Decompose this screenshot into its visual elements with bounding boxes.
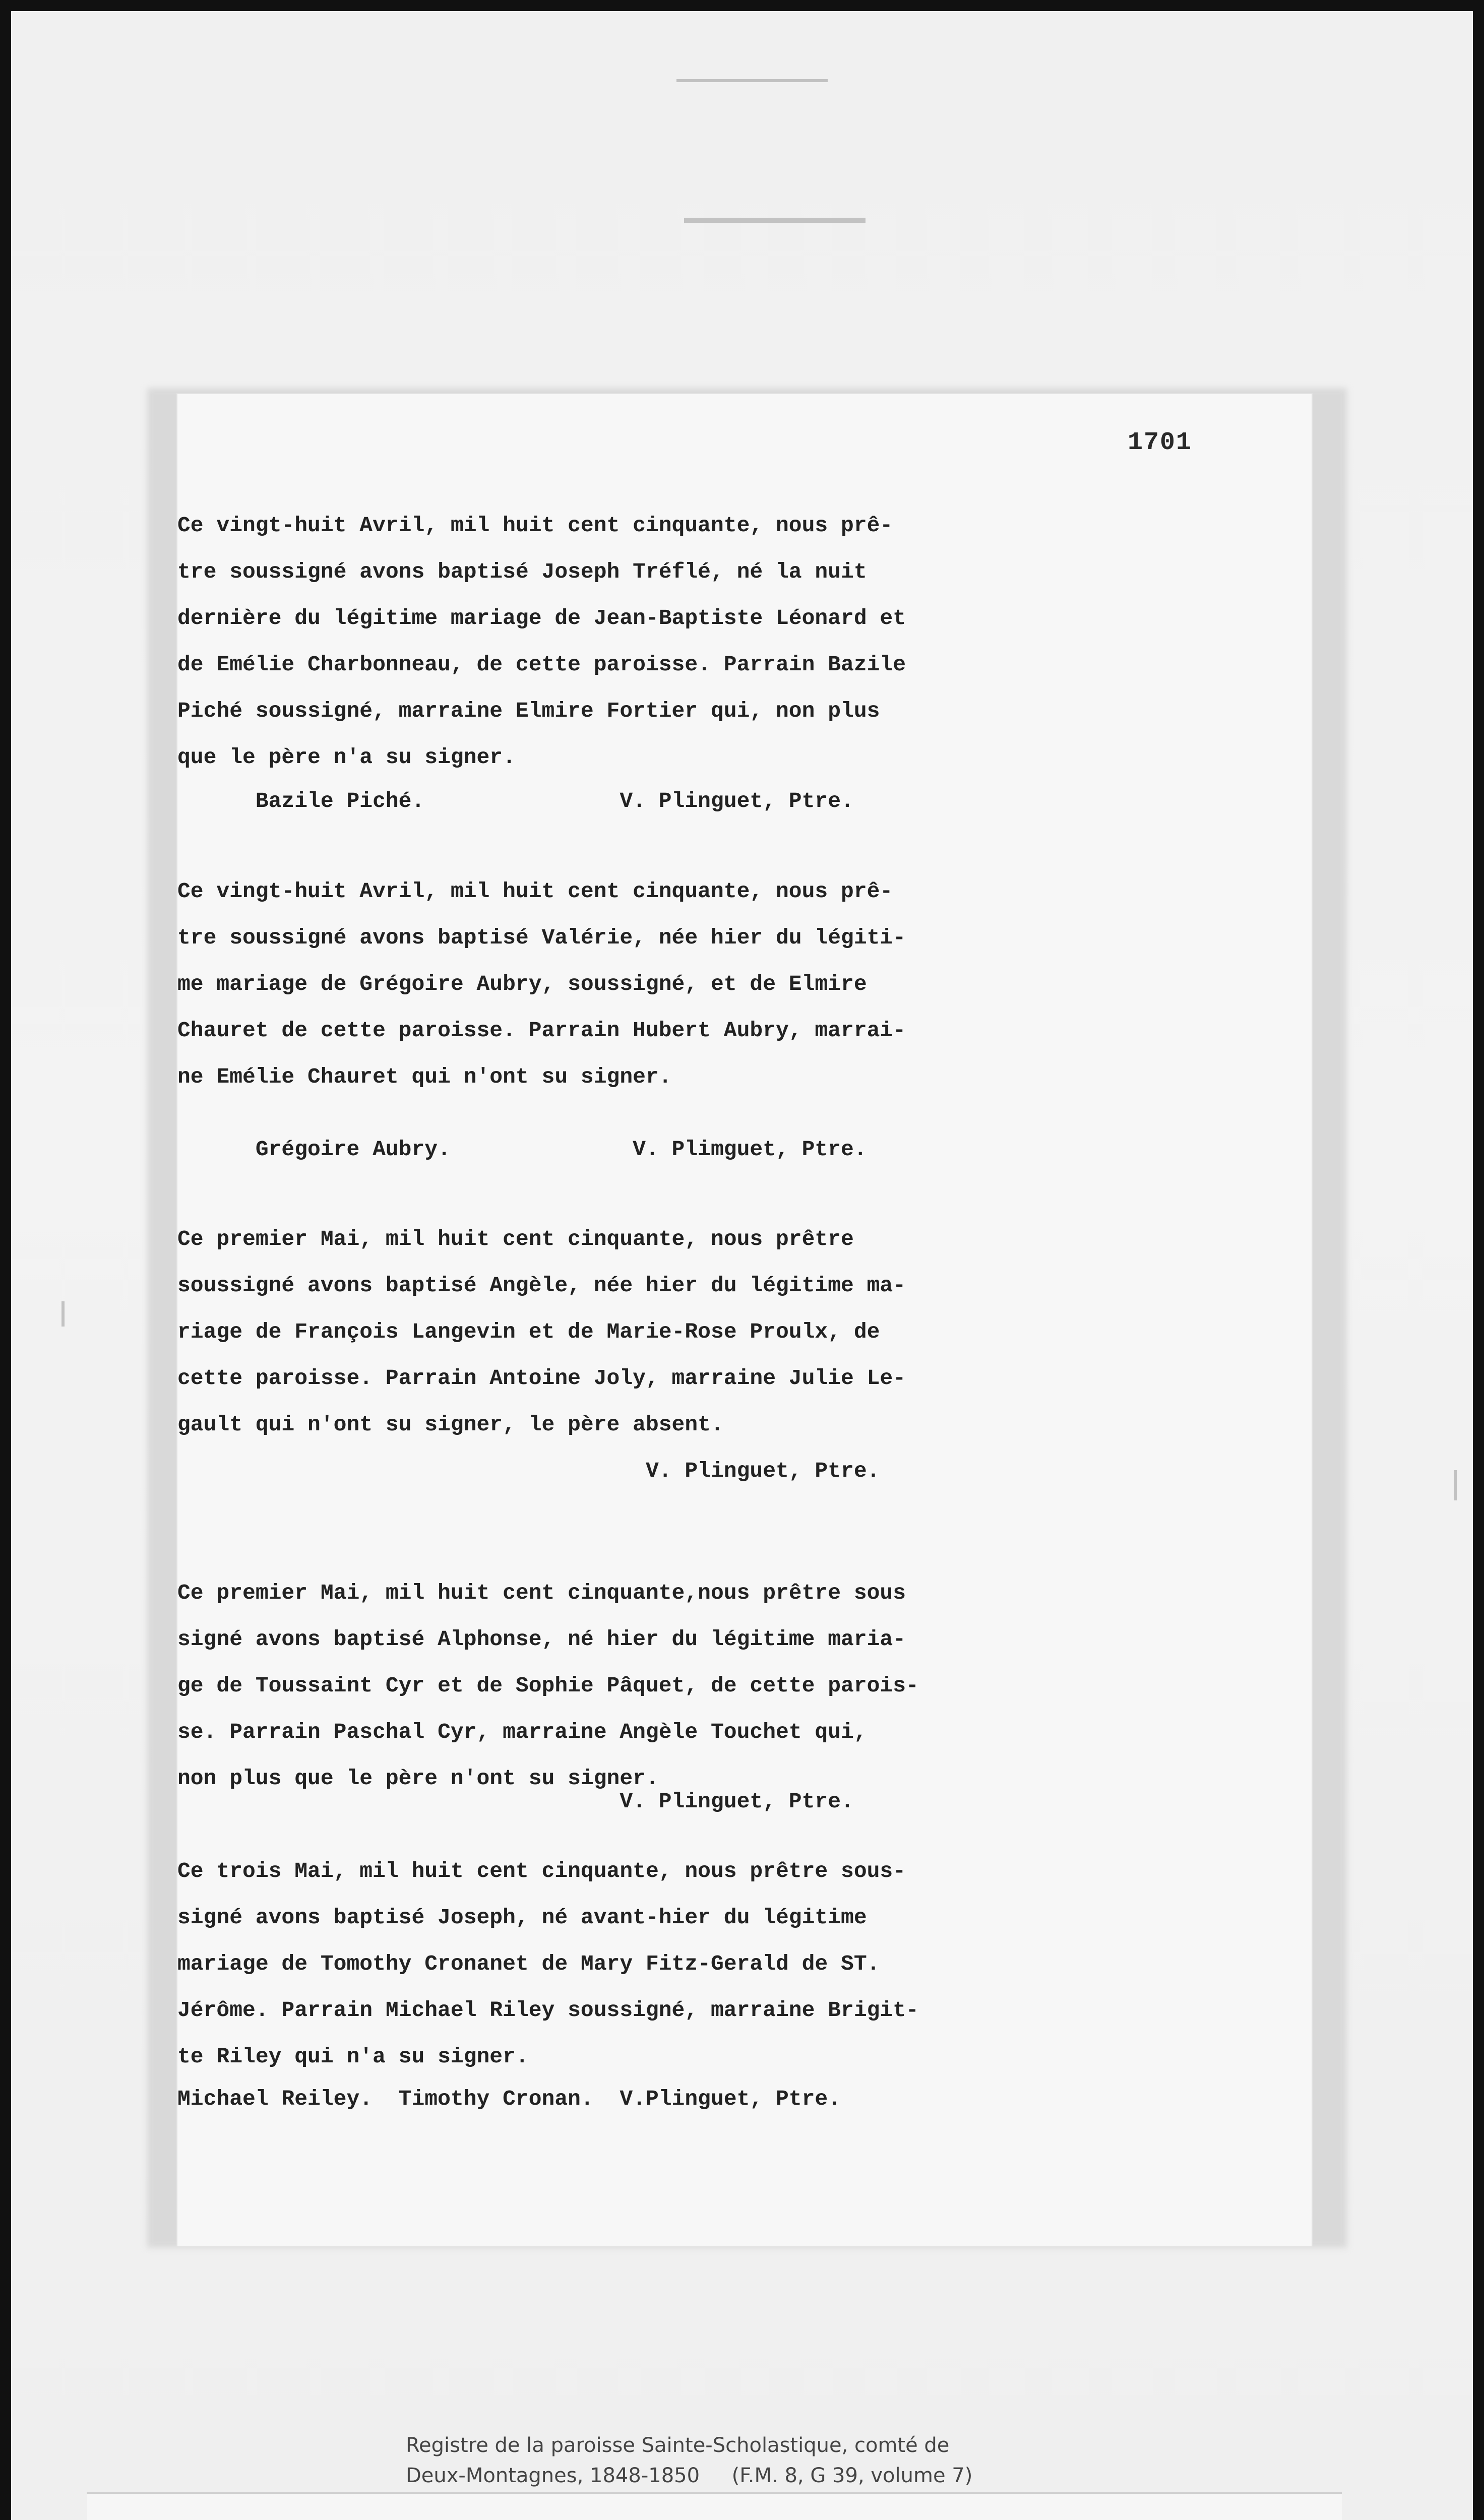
- archive-label-card: [87, 2492, 1342, 2520]
- baptism-entry-5: [177, 1848, 1110, 2122]
- entry-line: mariage de Tomothy Cronanet de Mary Fitz-Gerald de ST.: [177, 1951, 880, 1976]
- register-page: [177, 394, 1312, 2246]
- entry-line: me mariage de Grégoire Aubry, soussigné, et de Elmire: [177, 972, 867, 996]
- film-scratch: [676, 79, 828, 82]
- baptism-entry-2: [177, 868, 1110, 1173]
- entry-line: signé avons baptisé Joseph, né avant-hier du légitime: [177, 1905, 867, 1930]
- entry-gap: [177, 1494, 1110, 1570]
- entry-line: dernière du légitime mariage de Jean-Baptiste Léonard et: [177, 606, 906, 631]
- entry-line: soussigné avons baptisé Angèle, née hier du légitime ma-: [177, 1273, 906, 1298]
- entry-line: cette paroisse. Parrain Antoine Joly, marraine Julie Le-: [177, 1366, 906, 1391]
- entry-line: Ce trois Mai, mil huit cent cinquante, nous prêtre sous-: [177, 1859, 906, 1883]
- entry-line: signé avons baptisé Alphonse, né hier du légitime maria-: [177, 1627, 906, 1652]
- entry-gap: [177, 822, 1110, 868]
- entry-signatures: V. Plinguet, Ptre.: [177, 1789, 854, 1814]
- entry-signatures: Grégoire Aubry. V. Plimguet, Ptre.: [177, 1137, 867, 1162]
- entry-line: se. Parrain Paschal Cyr, marraine Angèle Touchet qui,: [177, 1720, 867, 1744]
- caption-line: Registre de la paroisse Sainte-Scholastique, comté de: [406, 2434, 950, 2457]
- entry-line: gault qui n'ont su signer, le père absent.: [177, 1412, 724, 1437]
- entry-line: non plus que le père n'ont su signer.: [177, 1766, 659, 1791]
- entry-line: Ce premier Mai, mil huit cent cinquante, nous prêtre: [177, 1227, 854, 1251]
- baptism-entry-1: [177, 502, 1110, 822]
- entry-line: de Emélie Charbonneau, de cette paroisse. Parrain Bazile: [177, 652, 906, 677]
- entry-signatures: V. Plinguet, Ptre.: [177, 1459, 880, 1483]
- entry-signatures: Michael Reiley. Timothy Cronan. V.Plinguet, Ptre.: [177, 2087, 841, 2111]
- entry-line: Piché soussigné, marraine Elmire Fortier qui, non plus: [177, 699, 880, 723]
- entry-line: tre soussigné avons baptisé Valérie, née hier du légiti-: [177, 925, 906, 950]
- film-scratch: [1454, 1470, 1457, 1500]
- film-scratch: [61, 1301, 65, 1327]
- register-text: [177, 502, 1110, 2122]
- page-number: 1701: [1128, 428, 1193, 457]
- entry-line: Jérôme. Parrain Michael Riley soussigné, marraine Brigit-: [177, 1998, 919, 2023]
- entry-line: ge de Toussaint Cyr et de Sophie Pâquet, de cette parois-: [177, 1673, 919, 1698]
- entry-line: Ce vingt-huit Avril, mil huit cent cinquante, nous prê-: [177, 513, 893, 538]
- entry-signatures: Bazile Piché. V. Plinguet, Ptre.: [177, 789, 854, 813]
- baptism-entry-4: [177, 1570, 1110, 1825]
- archive-caption: [406, 2430, 972, 2491]
- entry-line: tre soussigné avons baptisé Joseph Tréflé, né la nuit: [177, 559, 867, 584]
- entry-line: Chauret de cette paroisse. Parrain Hubert Aubry, marrai-: [177, 1018, 906, 1043]
- entry-line: que le père n'a su signer.: [177, 745, 516, 770]
- entry-gap: [177, 1825, 1110, 1848]
- entry-line: Ce premier Mai, mil huit cent cinquante,nous prêtre sous: [177, 1581, 906, 1605]
- entry-gap: [177, 1173, 1110, 1216]
- entry-line: ne Emélie Chauret qui n'ont su signer.: [177, 1064, 672, 1089]
- entry-line: te Riley qui n'a su signer.: [177, 2044, 529, 2069]
- entry-gap: [177, 1100, 1110, 1126]
- entry-line: Ce vingt-huit Avril, mil huit cent cinquante, nous prê-: [177, 879, 893, 904]
- entry-line: riage de François Langevin et de Marie-Rose Proulx, de: [177, 1319, 880, 1344]
- baptism-entry-3: [177, 1216, 1110, 1494]
- film-scratch: [684, 218, 865, 223]
- caption-line: Deux-Montagnes, 1848-1850 (F.M. 8, G 39, volume 7): [406, 2464, 973, 2487]
